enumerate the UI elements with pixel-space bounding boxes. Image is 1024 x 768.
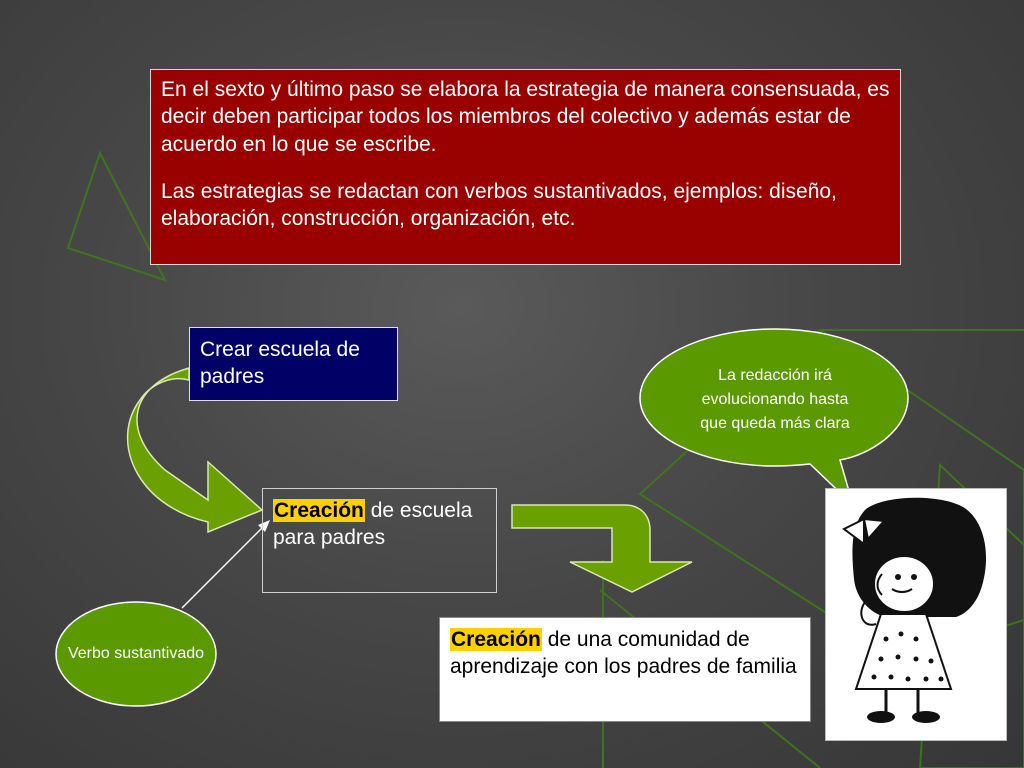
mafalda-illustration — [826, 489, 1006, 740]
crear-escuela-text: Crear escuela de padres — [200, 338, 360, 389]
connector-arrow-line — [182, 524, 266, 608]
comunidad-highlight: Creación — [451, 628, 541, 651]
intro-paragraph-2: Las estrategias se redactan con verbos sustantivados, ejemplos: diseño, elaboración, construcción, organización, etc. — [161, 179, 837, 231]
crear-escuela-box — [189, 327, 398, 401]
mafalda-cartoon-image — [825, 488, 1007, 741]
creacion-highlight: Creación — [274, 499, 364, 522]
creacion-comunidad-box — [439, 617, 811, 722]
verbo-oval-label: Verbo sustantivado — [67, 645, 205, 662]
speech-bubble-text — [690, 348, 860, 452]
intro-paragraph-1: En el sexto y último paso se elabora la estrategia de manera consensuada, es decir deben participar todos los miembros del colectivo y además estar de acuerdo en lo que se escribe. — [161, 78, 890, 156]
creacion-escuela-text: de escuela para padres — [273, 499, 473, 550]
speech-bubble-label: La redacción irá evolucionando hasta que queda más clara — [700, 367, 850, 432]
creacion-escuela-box — [262, 488, 497, 593]
verbo-oval-text — [58, 608, 214, 700]
comunidad-text: de una comunidad de aprendizaje con los padres de familia — [450, 628, 797, 679]
intro-text-box — [150, 69, 901, 265]
